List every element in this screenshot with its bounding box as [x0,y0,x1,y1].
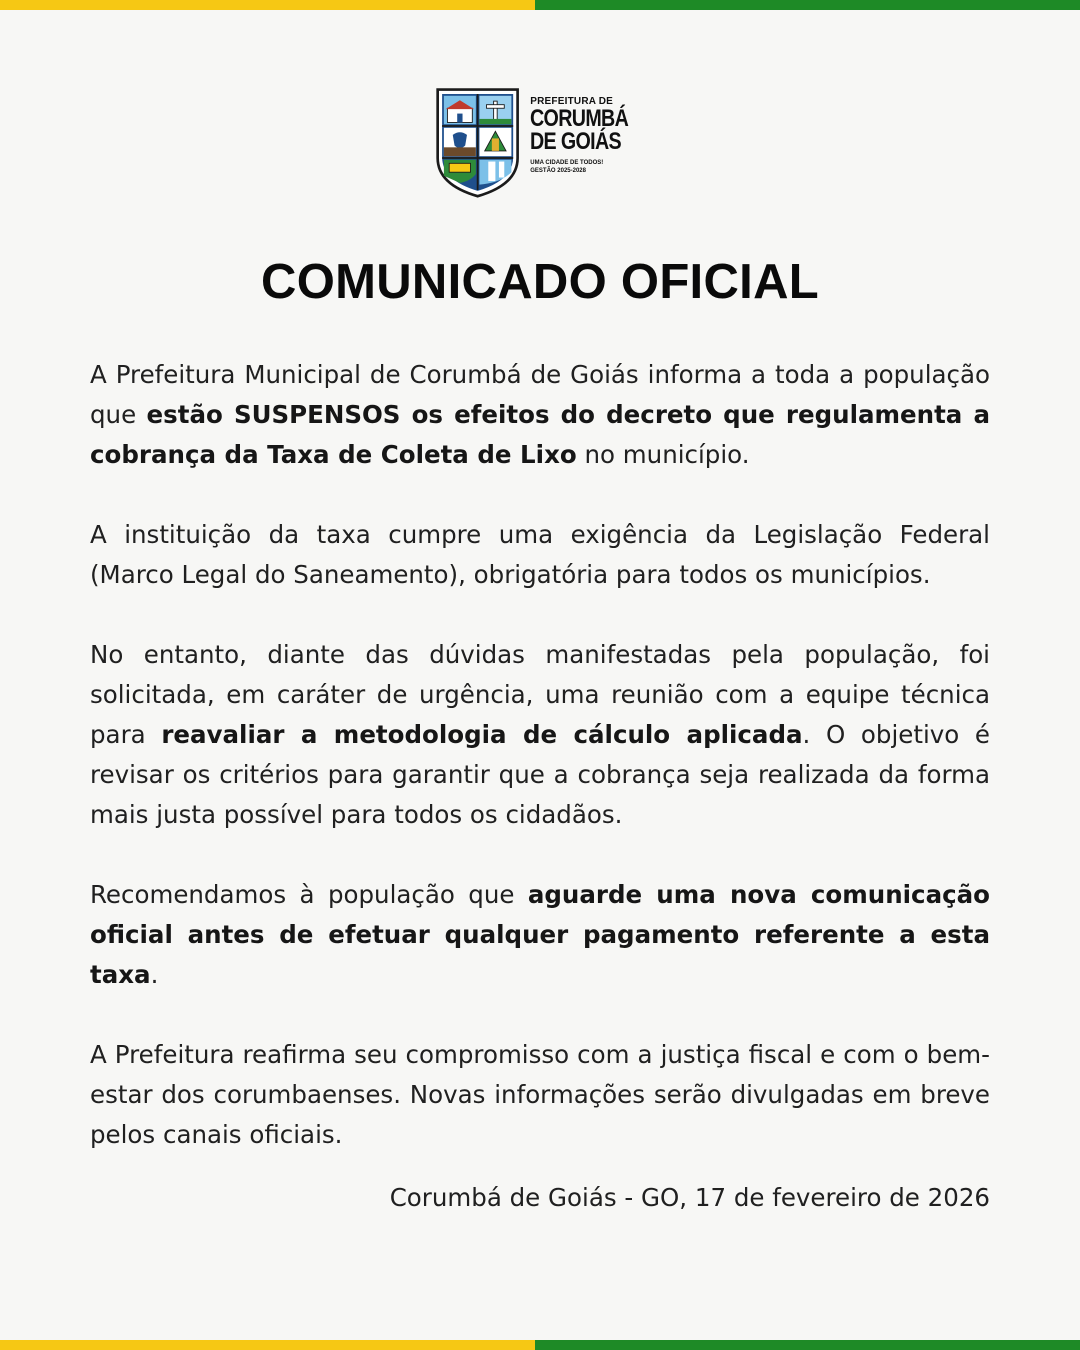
stripe-yellow [0,0,535,10]
stripe-green [535,0,1080,10]
prefeitura-logo [435,78,650,206]
page-title: COMUNICADO OFICIAL [261,255,819,309]
bottom-color-stripe [0,1340,1080,1350]
paragraph-reevaluation [90,635,990,835]
logo-term: GESTÃO 2025-2028 [530,168,586,174]
stripe-yellow [0,1340,535,1350]
p4-bold: aguarde uma nova comunicação oficial antes de efetuar qualquer pagamento referente a esta taxa [90,880,990,989]
p3-text-a: No entanto, diante das dúvidas manifestadas pela população, foi solicitada, em caráter de urgência, uma reunião com a equipe técnica para [90,640,990,749]
logo-tagline: UMA CIDADE DE TODOS! [530,160,604,166]
paragraph-suspension [90,355,990,475]
announcement-body [90,355,990,1195]
logo-wordmark [530,96,650,175]
place-and-date: Corumbá de Goiás - GO, 17 de fevereiro de 2026 [389,1183,990,1212]
stripe-green [535,1340,1080,1350]
p4-text-a: Recomendamos à população que [90,880,528,909]
municipal-crest-icon [435,78,520,206]
paragraph-commitment [90,1035,990,1155]
p1-bold: estão SUSPENSOS os efeitos do decreto que regulamenta a cobrança da Taxa de Coleta de Lixo [90,400,990,469]
logo-line-goias: DE GOIÁS [530,128,622,155]
p1-text-c: no município. [576,440,750,469]
p1-text-a: A Prefeitura Municipal de Corumbá de Goiás informa a toda a população que [90,360,990,429]
p4-text-c: . [150,960,159,989]
paragraph-legislation [90,515,990,595]
p3-text-c: . O objetivo é revisar os critérios para garantir que a cobrança seja realizada da forma mais justa possível para todos os cidadãos. [90,720,990,829]
p5-text: A Prefeitura reafirma seu compromisso com a justiça fiscal e com o bem-estar dos corumbaenses. Novas informações serão divulgadas em breve pelos canais oficiais. [90,1040,990,1149]
top-color-stripe [0,0,1080,10]
p2-text: A instituição da taxa cumpre uma exigência da Legislação Federal (Marco Legal do Saneamento), obrigatória para todos os municípios. [90,520,990,589]
p3-bold: reavaliar a metodologia de cálculo aplicada [161,720,803,749]
logo-line-corumba: CORUMBÁ [530,105,629,132]
paragraph-recommendation [90,875,990,995]
logo-line-prefeitura: PREFEITURA DE [530,96,614,107]
